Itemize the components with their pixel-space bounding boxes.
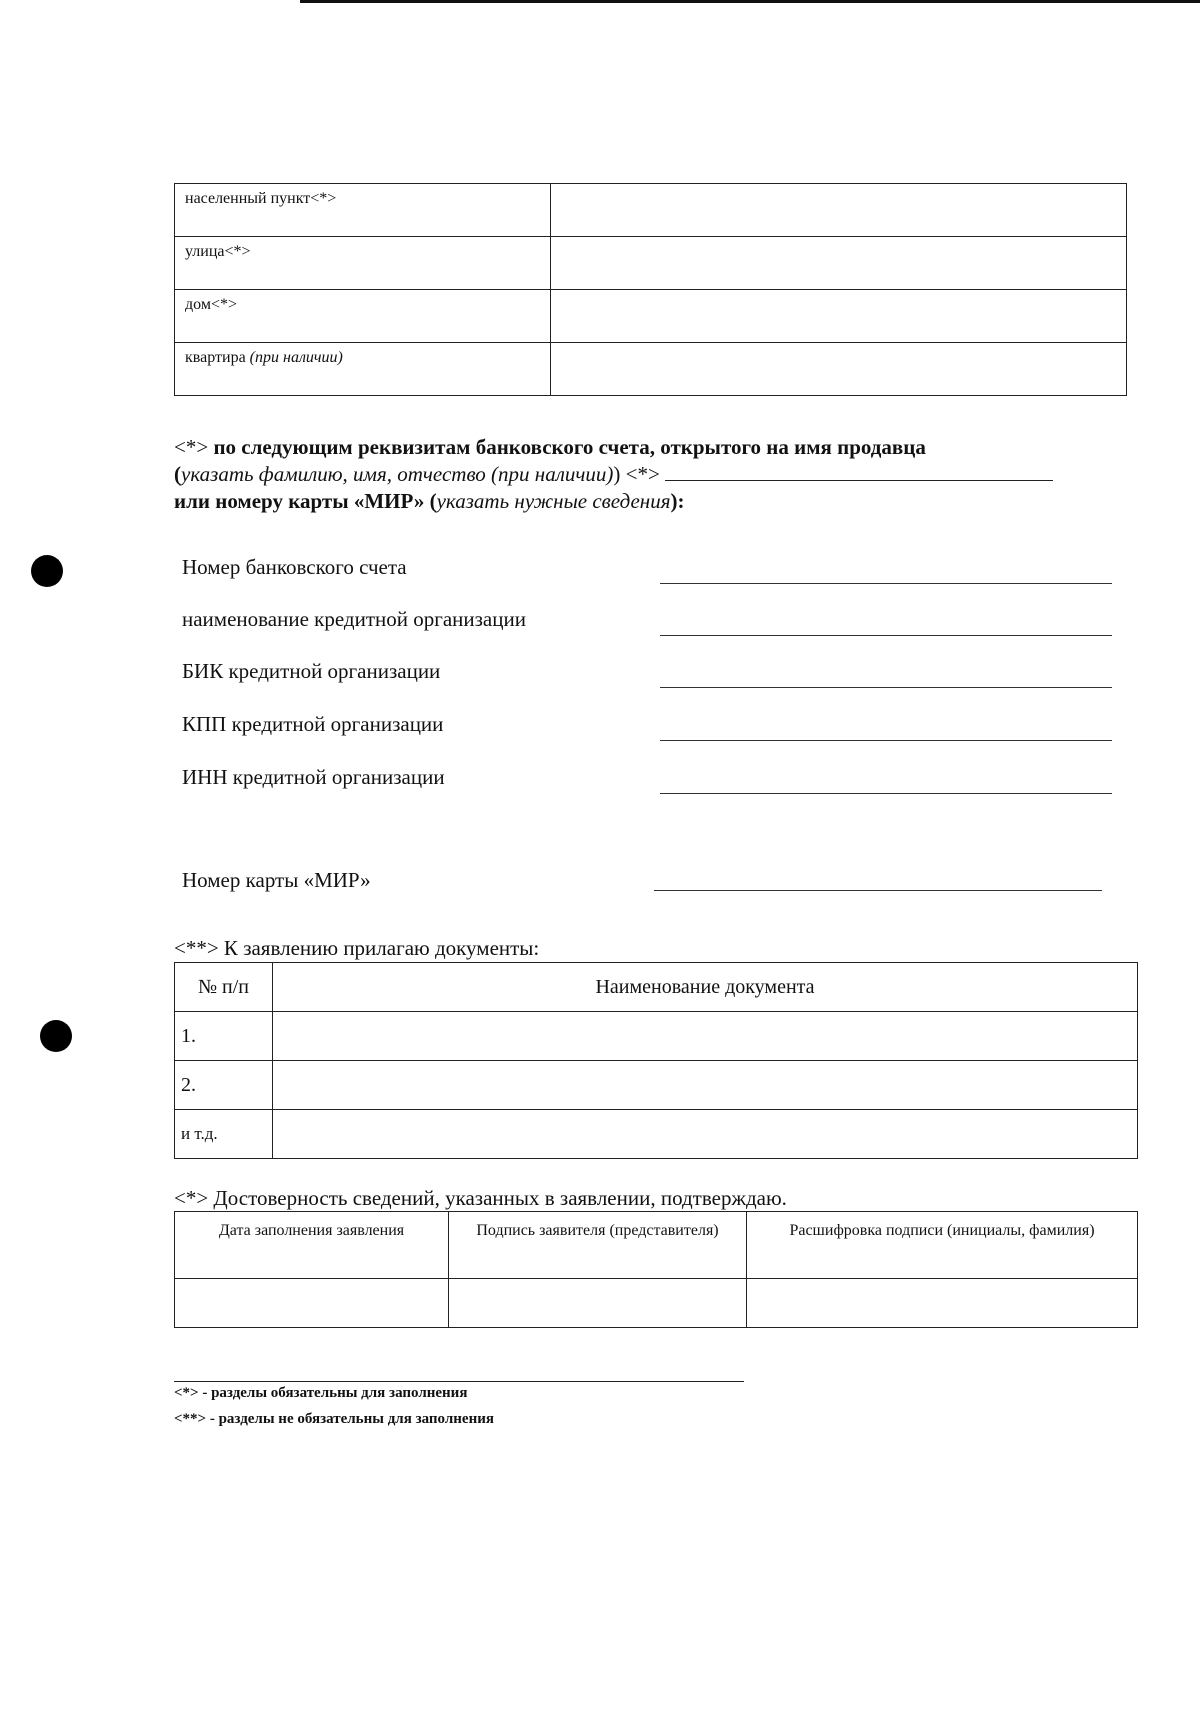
address-row xyxy=(175,343,1127,396)
bank-field-label: Номер банковского счета xyxy=(182,555,407,579)
signature-cell[interactable] xyxy=(449,1279,747,1328)
bank-field-row xyxy=(182,712,1112,742)
signature-table xyxy=(174,1211,1138,1328)
bank-field-label: ИНН кредитной организации xyxy=(182,765,445,789)
date-header: Дата заполнения заявления xyxy=(175,1212,449,1279)
bank-field-line[interactable] xyxy=(660,635,1112,636)
bank-field-row xyxy=(182,659,1112,689)
bank-requisites-intro xyxy=(174,434,1129,515)
signature-decode-header: Расшифровка подписи (инициалы, фамилия) xyxy=(747,1212,1138,1279)
address-label: квартира (при наличии) xyxy=(175,343,551,396)
bank-intro-line-1: <*> по следующим реквизитам банковского счета, открытого на имя продавца xyxy=(174,435,926,459)
footnote-required: <*> - разделы обязательны для заполнения xyxy=(174,1385,468,1401)
address-label: улица<*> xyxy=(175,237,551,290)
bank-field-row xyxy=(182,765,1112,795)
address-label: дом<*> xyxy=(175,290,551,343)
documents-header-name: Наименование документа xyxy=(273,963,1138,1012)
documents-caption: <**> К заявлению прилагаю документы: xyxy=(174,936,540,960)
date-cell[interactable] xyxy=(175,1279,449,1328)
bank-field-line[interactable] xyxy=(660,793,1112,794)
signature-header-row xyxy=(175,1212,1138,1279)
address-row xyxy=(175,290,1127,343)
signature-decode-cell[interactable] xyxy=(747,1279,1138,1328)
document-row-num: 1. xyxy=(175,1012,273,1061)
signature-value-row xyxy=(175,1279,1138,1328)
documents-table xyxy=(174,962,1138,1159)
documents-header-num: № п/п xyxy=(175,963,273,1012)
bank-field-label: КПП кредитной организации xyxy=(182,712,444,736)
bank-field-label: БИК кредитной организации xyxy=(182,659,441,683)
address-row xyxy=(175,184,1127,237)
card-field-row xyxy=(182,868,1112,898)
scan-top-edge xyxy=(300,0,1200,3)
bank-field-row xyxy=(182,607,1112,637)
table-row xyxy=(175,1061,1138,1110)
address-value-cell[interactable] xyxy=(551,237,1127,290)
address-value-cell[interactable] xyxy=(551,184,1127,237)
document-row-num: и т.д. xyxy=(175,1110,273,1159)
footnote-optional: <**> - разделы не обязательны для заполнения xyxy=(174,1411,494,1427)
address-label: населенный пункт<*> xyxy=(175,184,551,237)
document-name-cell[interactable] xyxy=(273,1061,1138,1110)
confirmation-caption: <*> Достоверность сведений, указанных в заявлении, подтверждаю. xyxy=(174,1186,787,1210)
card-field-label: Номер карты «МИР» xyxy=(182,868,371,892)
bank-field-line[interactable] xyxy=(660,740,1112,741)
address-row xyxy=(175,237,1127,290)
document-row-num: 2. xyxy=(175,1061,273,1110)
bank-field-line[interactable] xyxy=(660,583,1112,584)
bank-intro-line-3: или номеру карты «МИР» (указать нужные сведения): xyxy=(174,489,685,513)
punch-hole xyxy=(40,1020,72,1052)
document-name-cell[interactable] xyxy=(273,1110,1138,1159)
address-value-cell[interactable] xyxy=(551,290,1127,343)
bank-field-line[interactable] xyxy=(660,687,1112,688)
table-row xyxy=(175,1110,1138,1159)
footnote-separator xyxy=(174,1381,744,1382)
documents-header-row xyxy=(175,963,1138,1012)
bank-field-label: наименование кредитной организации xyxy=(182,607,526,631)
bank-field-row xyxy=(182,555,1112,585)
document-name-cell[interactable] xyxy=(273,1012,1138,1061)
bank-intro-line-2: (указать фамилию, имя, отчество (при наличии)) <*> xyxy=(174,461,1129,488)
holder-name-line[interactable] xyxy=(665,462,1053,481)
table-row xyxy=(175,1012,1138,1061)
card-field-line[interactable] xyxy=(654,890,1102,891)
punch-hole xyxy=(31,555,63,587)
address-table xyxy=(174,183,1127,396)
address-value-cell[interactable] xyxy=(551,343,1127,396)
signature-header: Подпись заявителя (представителя) xyxy=(449,1212,747,1279)
